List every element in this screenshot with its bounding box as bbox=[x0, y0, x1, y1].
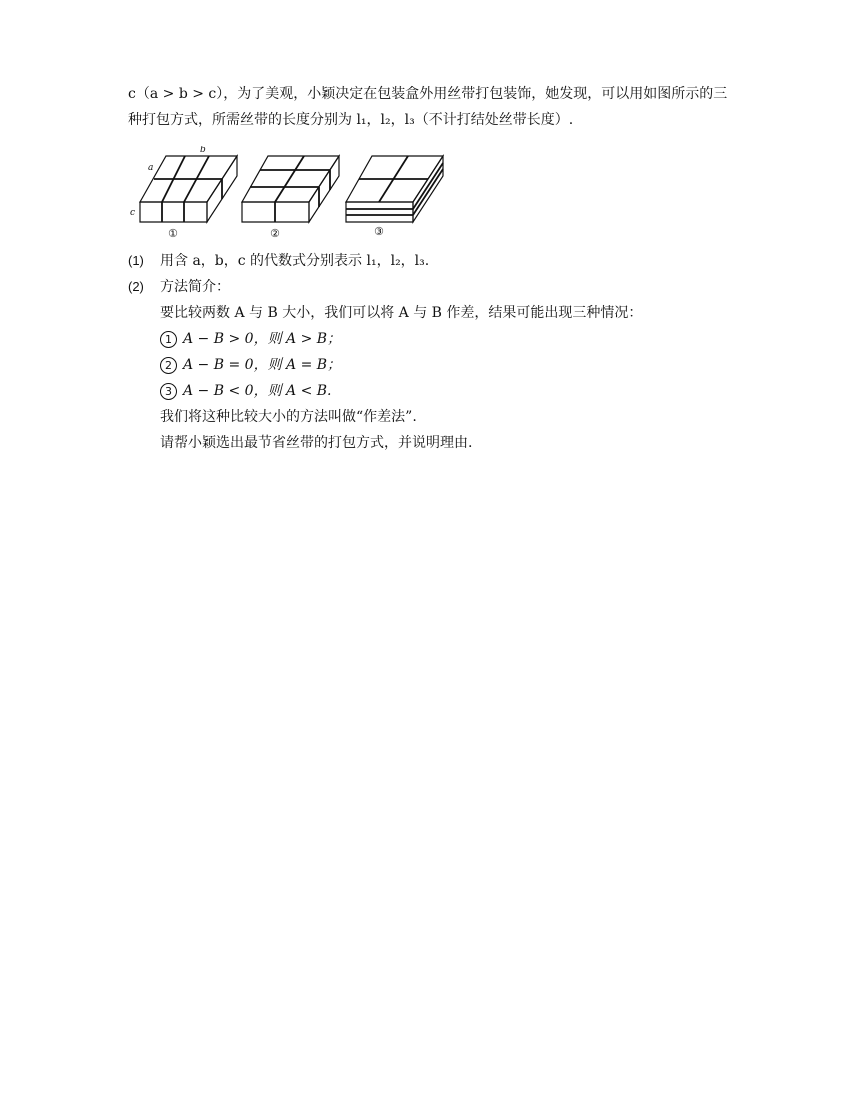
question-2-number: (2) bbox=[128, 279, 144, 294]
case-2-mark: 2 bbox=[160, 357, 177, 374]
question-2-text: 方法简介： bbox=[160, 279, 230, 295]
intro-line-1: c（a > b > c），为了美观，小颖决定在包装盒外用丝带打包装饰，她发现，可以用如图所示的三 bbox=[128, 86, 728, 102]
box-2 bbox=[242, 156, 339, 222]
question-1-number: (1) bbox=[128, 253, 144, 268]
case-1 bbox=[160, 329, 341, 349]
case-3-text: A − B < 0，则 A < B. bbox=[183, 383, 332, 399]
method-intro: 要比较两数 A 与 B 大小，我们可以将 A 与 B 作差，结果可能出现三种情况： bbox=[160, 305, 643, 321]
box-1 bbox=[140, 156, 237, 222]
question-1-text: 用含 a，b，c 的代数式分别表示 l₁，l₂，l₃. bbox=[160, 253, 430, 269]
case-3 bbox=[160, 381, 332, 401]
label-c: c bbox=[130, 208, 136, 218]
intro-line-2: 种打包方式，所需丝带的长度分别为 l₁，l₂，l₃（不计打结处丝带长度）. bbox=[128, 112, 574, 128]
caption-3: ③ bbox=[374, 225, 384, 238]
case-2-text: A − B = 0，则 A = B； bbox=[183, 357, 342, 373]
case-1-text: A − B > 0，则 A > B； bbox=[183, 331, 342, 347]
caption-1: ① bbox=[168, 227, 178, 240]
case-3-mark: 3 bbox=[160, 383, 177, 400]
case-2 bbox=[160, 355, 341, 375]
caption-2: ② bbox=[270, 227, 280, 240]
label-b: b bbox=[200, 146, 206, 155]
label-a: a bbox=[148, 163, 154, 173]
case-1-mark: 1 bbox=[160, 331, 177, 348]
box-3 bbox=[346, 156, 443, 222]
ribbon-packaging-figure bbox=[128, 146, 448, 242]
method-task: 请帮小颖选出最节省丝带的打包方式，并说明理由. bbox=[160, 435, 473, 451]
method-naming: 我们将这种比较大小的方法叫做“作差法”. bbox=[160, 409, 417, 425]
